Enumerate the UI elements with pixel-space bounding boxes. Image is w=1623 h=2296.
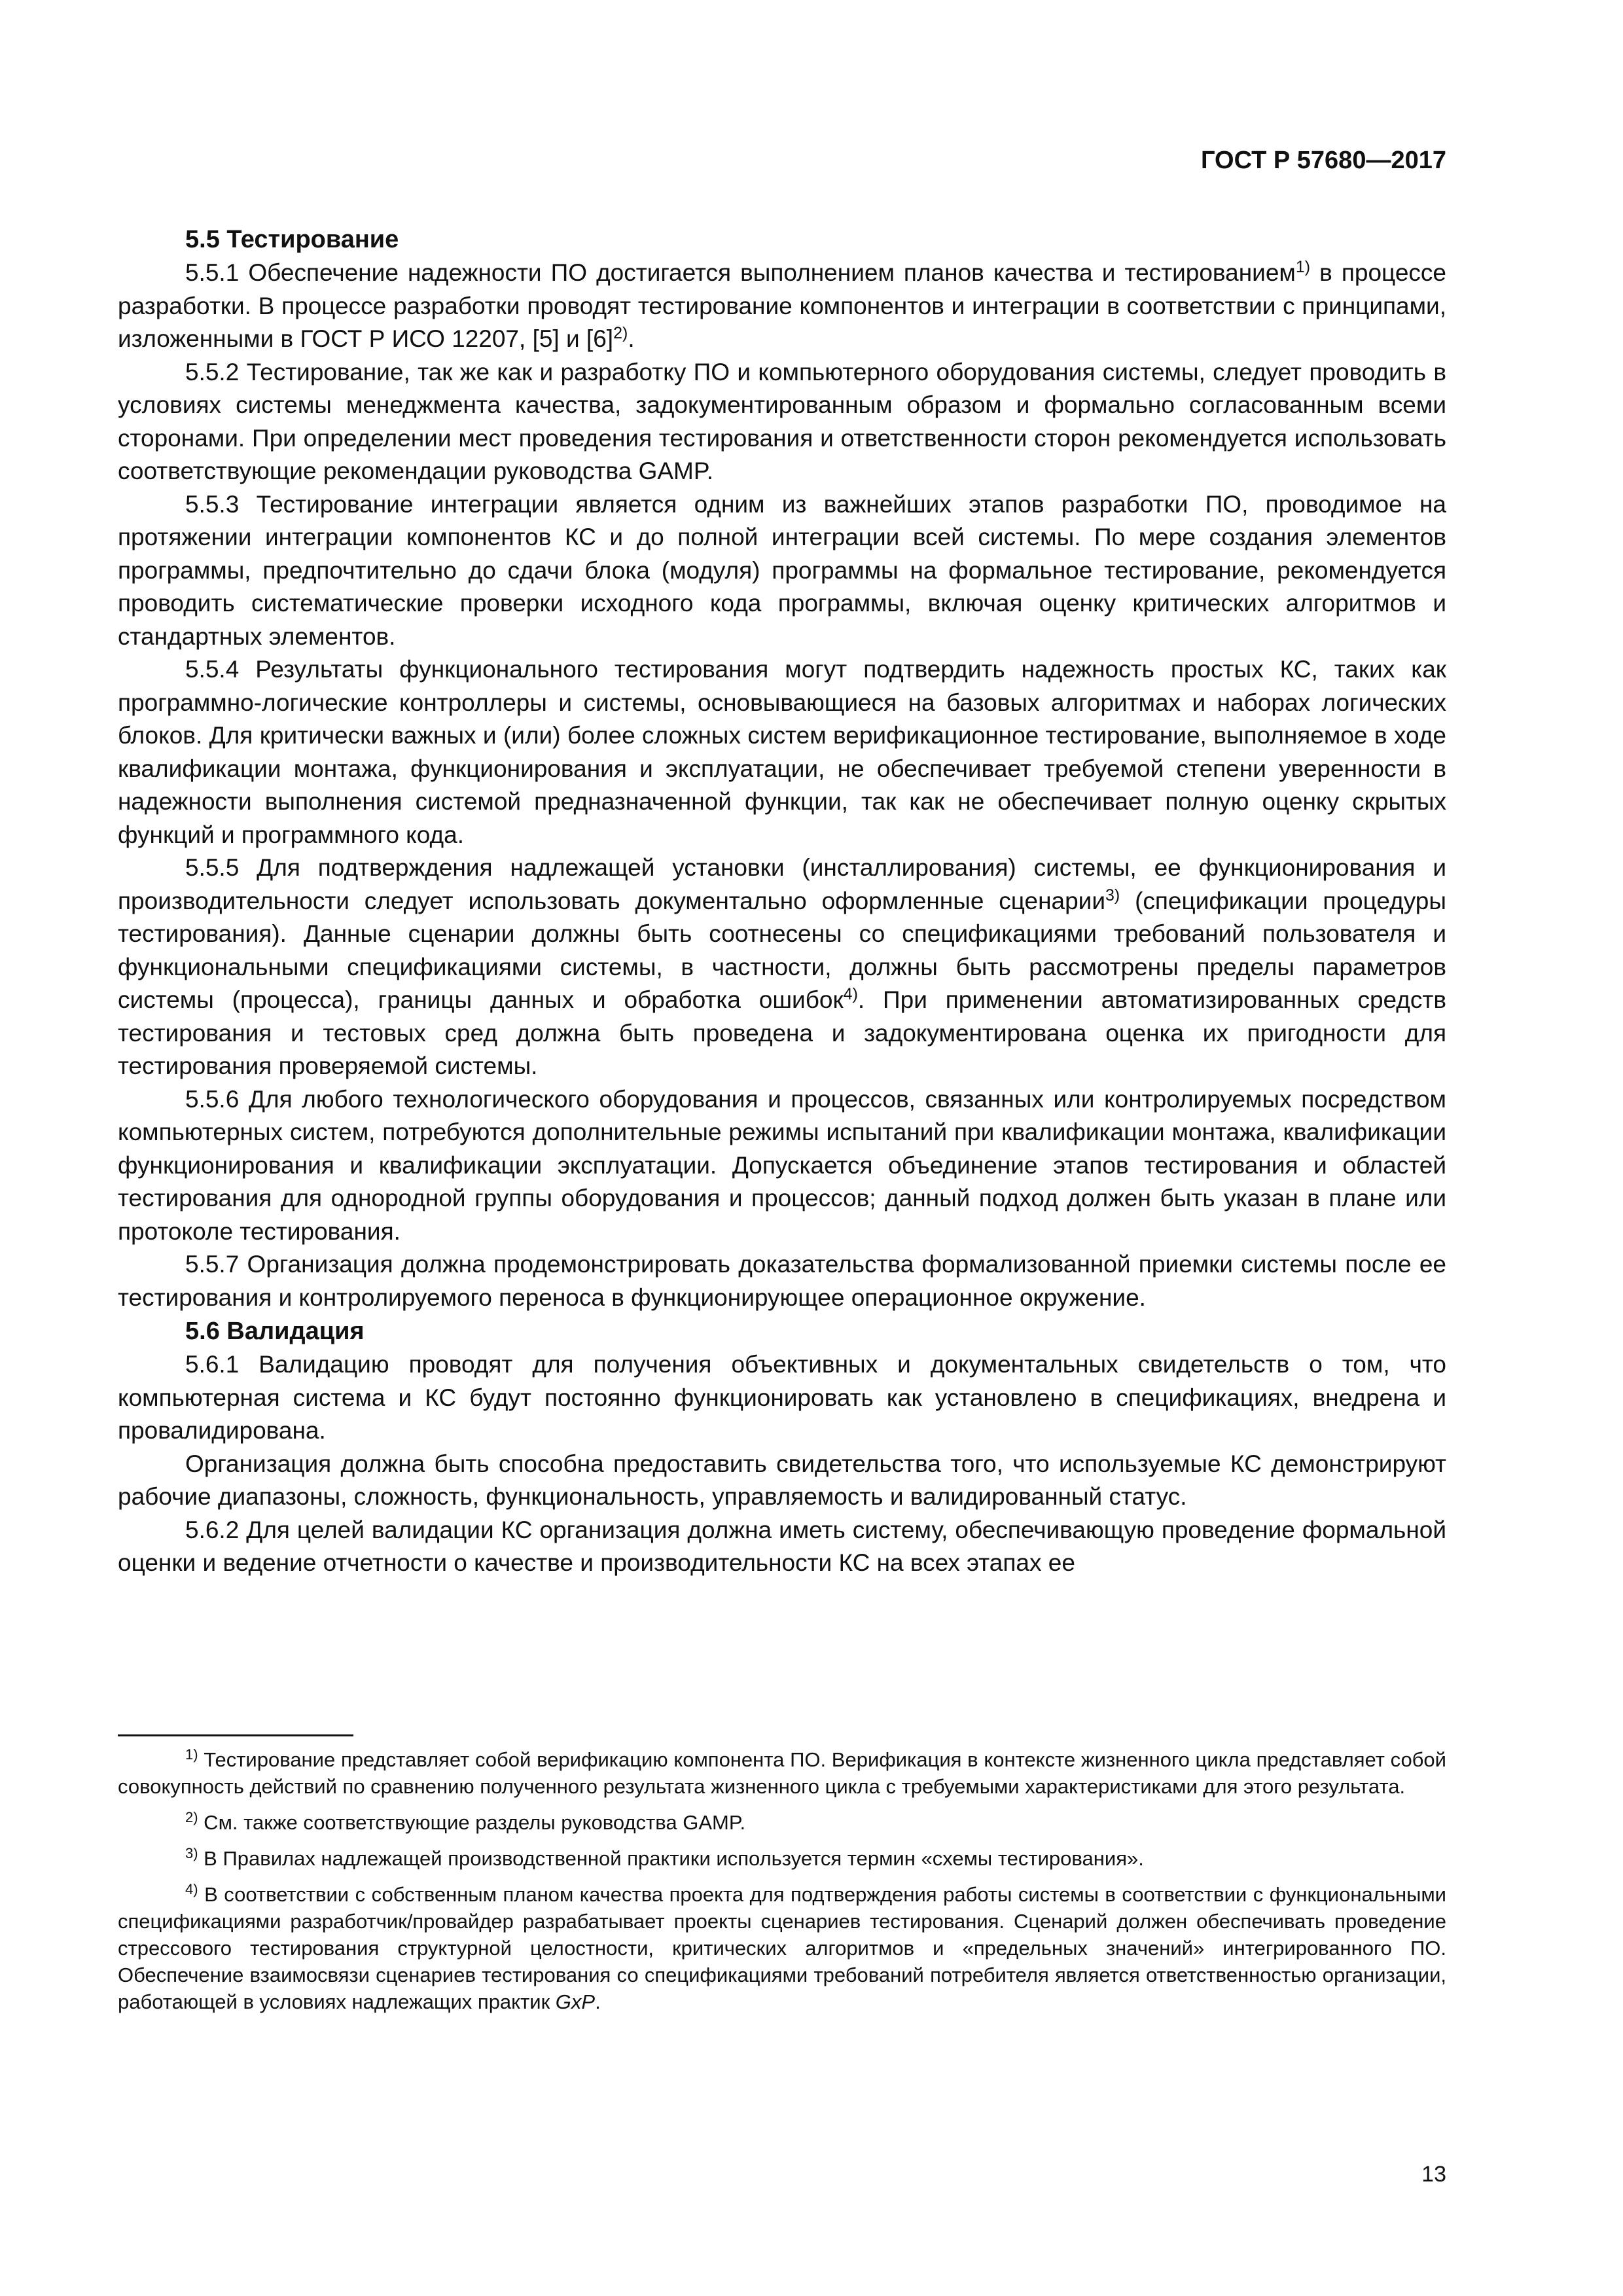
paragraph-5-5-6: 5.5.6 Для любого технологического оборудования и процессов, связанных или контролируемых посредством компьютерных систем, потребуются дополнительные режимы испытаний при квалификации монтажа, квалификации функционирования и квалификации эксплуатации. Допускается объединение этапов тестирования и областей тестирования для однородной группы оборудования и процессов; данный подход должен быть указан в плане или протоколе тестирования. [118, 1085, 1446, 1245]
footnote-4 [118, 1881, 1446, 2015]
footnote-italic-term: GxP [555, 1990, 596, 2013]
document-code-header: ГОСТ Р 57680—2017 [1201, 147, 1446, 174]
paragraph-text: 5.5.1 Обеспечение надежности ПО достигается выполнением планов качества и тестированием [185, 259, 1296, 286]
footnote-text: Тестирование представляет собой верификацию компонента ПО. Верификация в контексте жизненного цикла представляет собой совокупность действий по сравнению полученного результата жизненного цикла с требуемыми характеристиками для этого результата. [118, 1748, 1446, 1798]
main-content [118, 223, 1446, 1580]
paragraph-text: . При применении автоматизированных средств тестирования и тестовых сред должна быть проведена и задокументирована оценка их пригодности для тестирования проверяемой системы. [118, 986, 1447, 1079]
section-title-testing: 5.5 Тестирование [185, 226, 399, 253]
footnote-3 [118, 1845, 1446, 1872]
footnote-1 [118, 1746, 1446, 1800]
footnote-mark: 4) [185, 1881, 198, 1897]
footnote-text-end: . [595, 1990, 601, 2013]
paragraph-5-5-5 [118, 852, 1446, 1083]
footnote-ref-2[interactable]: 2) [613, 324, 628, 342]
footnote-2 [118, 1809, 1446, 1836]
page-number: 13 [1421, 2162, 1446, 2187]
paragraph-text: (спецификации процедуры тестирования). Данные сценарии должны быть соотнесены со спецификациями требований пользователя и функциональными спецификациями системы, в частности, должны быть рассмотрены пределы параметров системы (процесса), границы данных и обработка ошибок [118, 887, 1446, 1013]
paragraph-5-5-4: 5.5.4 Результаты функционального тестирования могут подтвердить надежность простых КС, таких как программно-логические контроллеры и системы, основывающиеся на базовых алгоритмах и наборах логических блоков. Для критически важных и (или) более сложных систем верификационное тестирование, выполняемое в ходе квалификации монтажа, функционирования и эксплуатации, не обеспечивает требуемой степени уверенности в надежности выполнения системой предназначенной функции, так как не обеспечивает полную оценку скрытых функций и программного кода. [118, 656, 1446, 848]
paragraph-5-6-2: 5.6.2 Для целей валидации КС организация должна иметь систему, обеспечивающую проведение формальной оценки и ведение отчетности о качестве и производительности КС на всех этапах ее [118, 1516, 1446, 1576]
paragraph-text: 5.5.5 Для подтверждения надлежащей установки (инсталлирования) системы, ее функционирования и производительности следует использовать документально оформленные сценарии [118, 854, 1446, 914]
footnote-text: В Правилах надлежащей производственной практики используется термин «схемы тестирования». [198, 1847, 1144, 1870]
footnotes [118, 1746, 1446, 2024]
footnote-text: См. также соответствующие разделы руководства GAMP. [198, 1811, 746, 1834]
footnote-separator [118, 1734, 353, 1736]
footnote-ref-4[interactable]: 4) [843, 985, 858, 1003]
footnote-mark: 3) [185, 1845, 198, 1861]
footnote-text: В соответствии с собственным планом качества проекта для подтверждения работы системы в соответствии с функциональными спецификациями разработчик/провайдер разрабатывает проекты сценариев тестирования. Сценарий должен обеспечивать проведение стрессового тестирования структурной целостности, критических алгоритмов и «предельных значений» интегрированного ПО. Обеспечение взаимосвязи сценариев тестирования со спецификациями требований потребителя является ответственностью организации, работающей в условиях надлежащих практик [118, 1883, 1446, 2013]
section-title-validation: 5.6 Валидация [185, 1318, 365, 1345]
paragraph-5-5-3: 5.5.3 Тестирование интеграции является одним из важнейших этапов разработки ПО, проводимое на протяжении интеграции компонентов КС и до полной интеграции всей системы. По мере создания элементов программы, предпочтительно до сдачи блока (модуля) программы на формальное тестирование, рекомендуется проводить систематические проверки исходного кода программы, включая оценку критических алгоритмов и стандартных элементов. [118, 490, 1446, 650]
paragraph-text: в процессе разработки. В процессе разработки проводят тестирование компонентов и интеграции в соответствии с принципами, изложенными в ГОСТ Р ИСО 12207, [5] и [6] [118, 259, 1446, 352]
footnote-mark: 2) [185, 1809, 198, 1825]
paragraph-5-5-1 [118, 257, 1446, 356]
footnote-ref-1[interactable]: 1) [1295, 258, 1311, 276]
paragraph-5-5-2: 5.5.2 Тестирование, так же как и разработку ПО и компьютерного оборудования системы, следует проводить в условиях системы менеджмента качества, задокументированным образом и формально согласованным всеми сторонами. При определении мест проведения тестирования и ответственности сторон рекомендуется использовать соответствующие рекомендации руководства GAMP. [118, 358, 1446, 484]
footnote-mark: 1) [185, 1746, 198, 1763]
paragraph-5-6-1-continued: Организация должна быть способна предоставить свидетельства того, что используемые КС демонстрируют рабочие диапазоны, сложность, функциональность, управляемость и валидированный статус. [118, 1450, 1446, 1510]
paragraph-5-6-1: 5.6.1 Валидацию проводят для получения объективных и документальных свидетельств о том, что компьютерная система и КС будут постоянно функционировать как установлено в спецификациях, внедрена и провалидирована. [118, 1351, 1446, 1444]
footnote-ref-3[interactable]: 3) [1105, 886, 1120, 905]
paragraph-5-5-7: 5.5.7 Организация должна продемонстрировать доказательства формализованной приемки системы после ее тестирования и контролируемого переноса в функционирующее операционное окружение. [118, 1251, 1446, 1311]
paragraph-text: . [628, 325, 635, 352]
